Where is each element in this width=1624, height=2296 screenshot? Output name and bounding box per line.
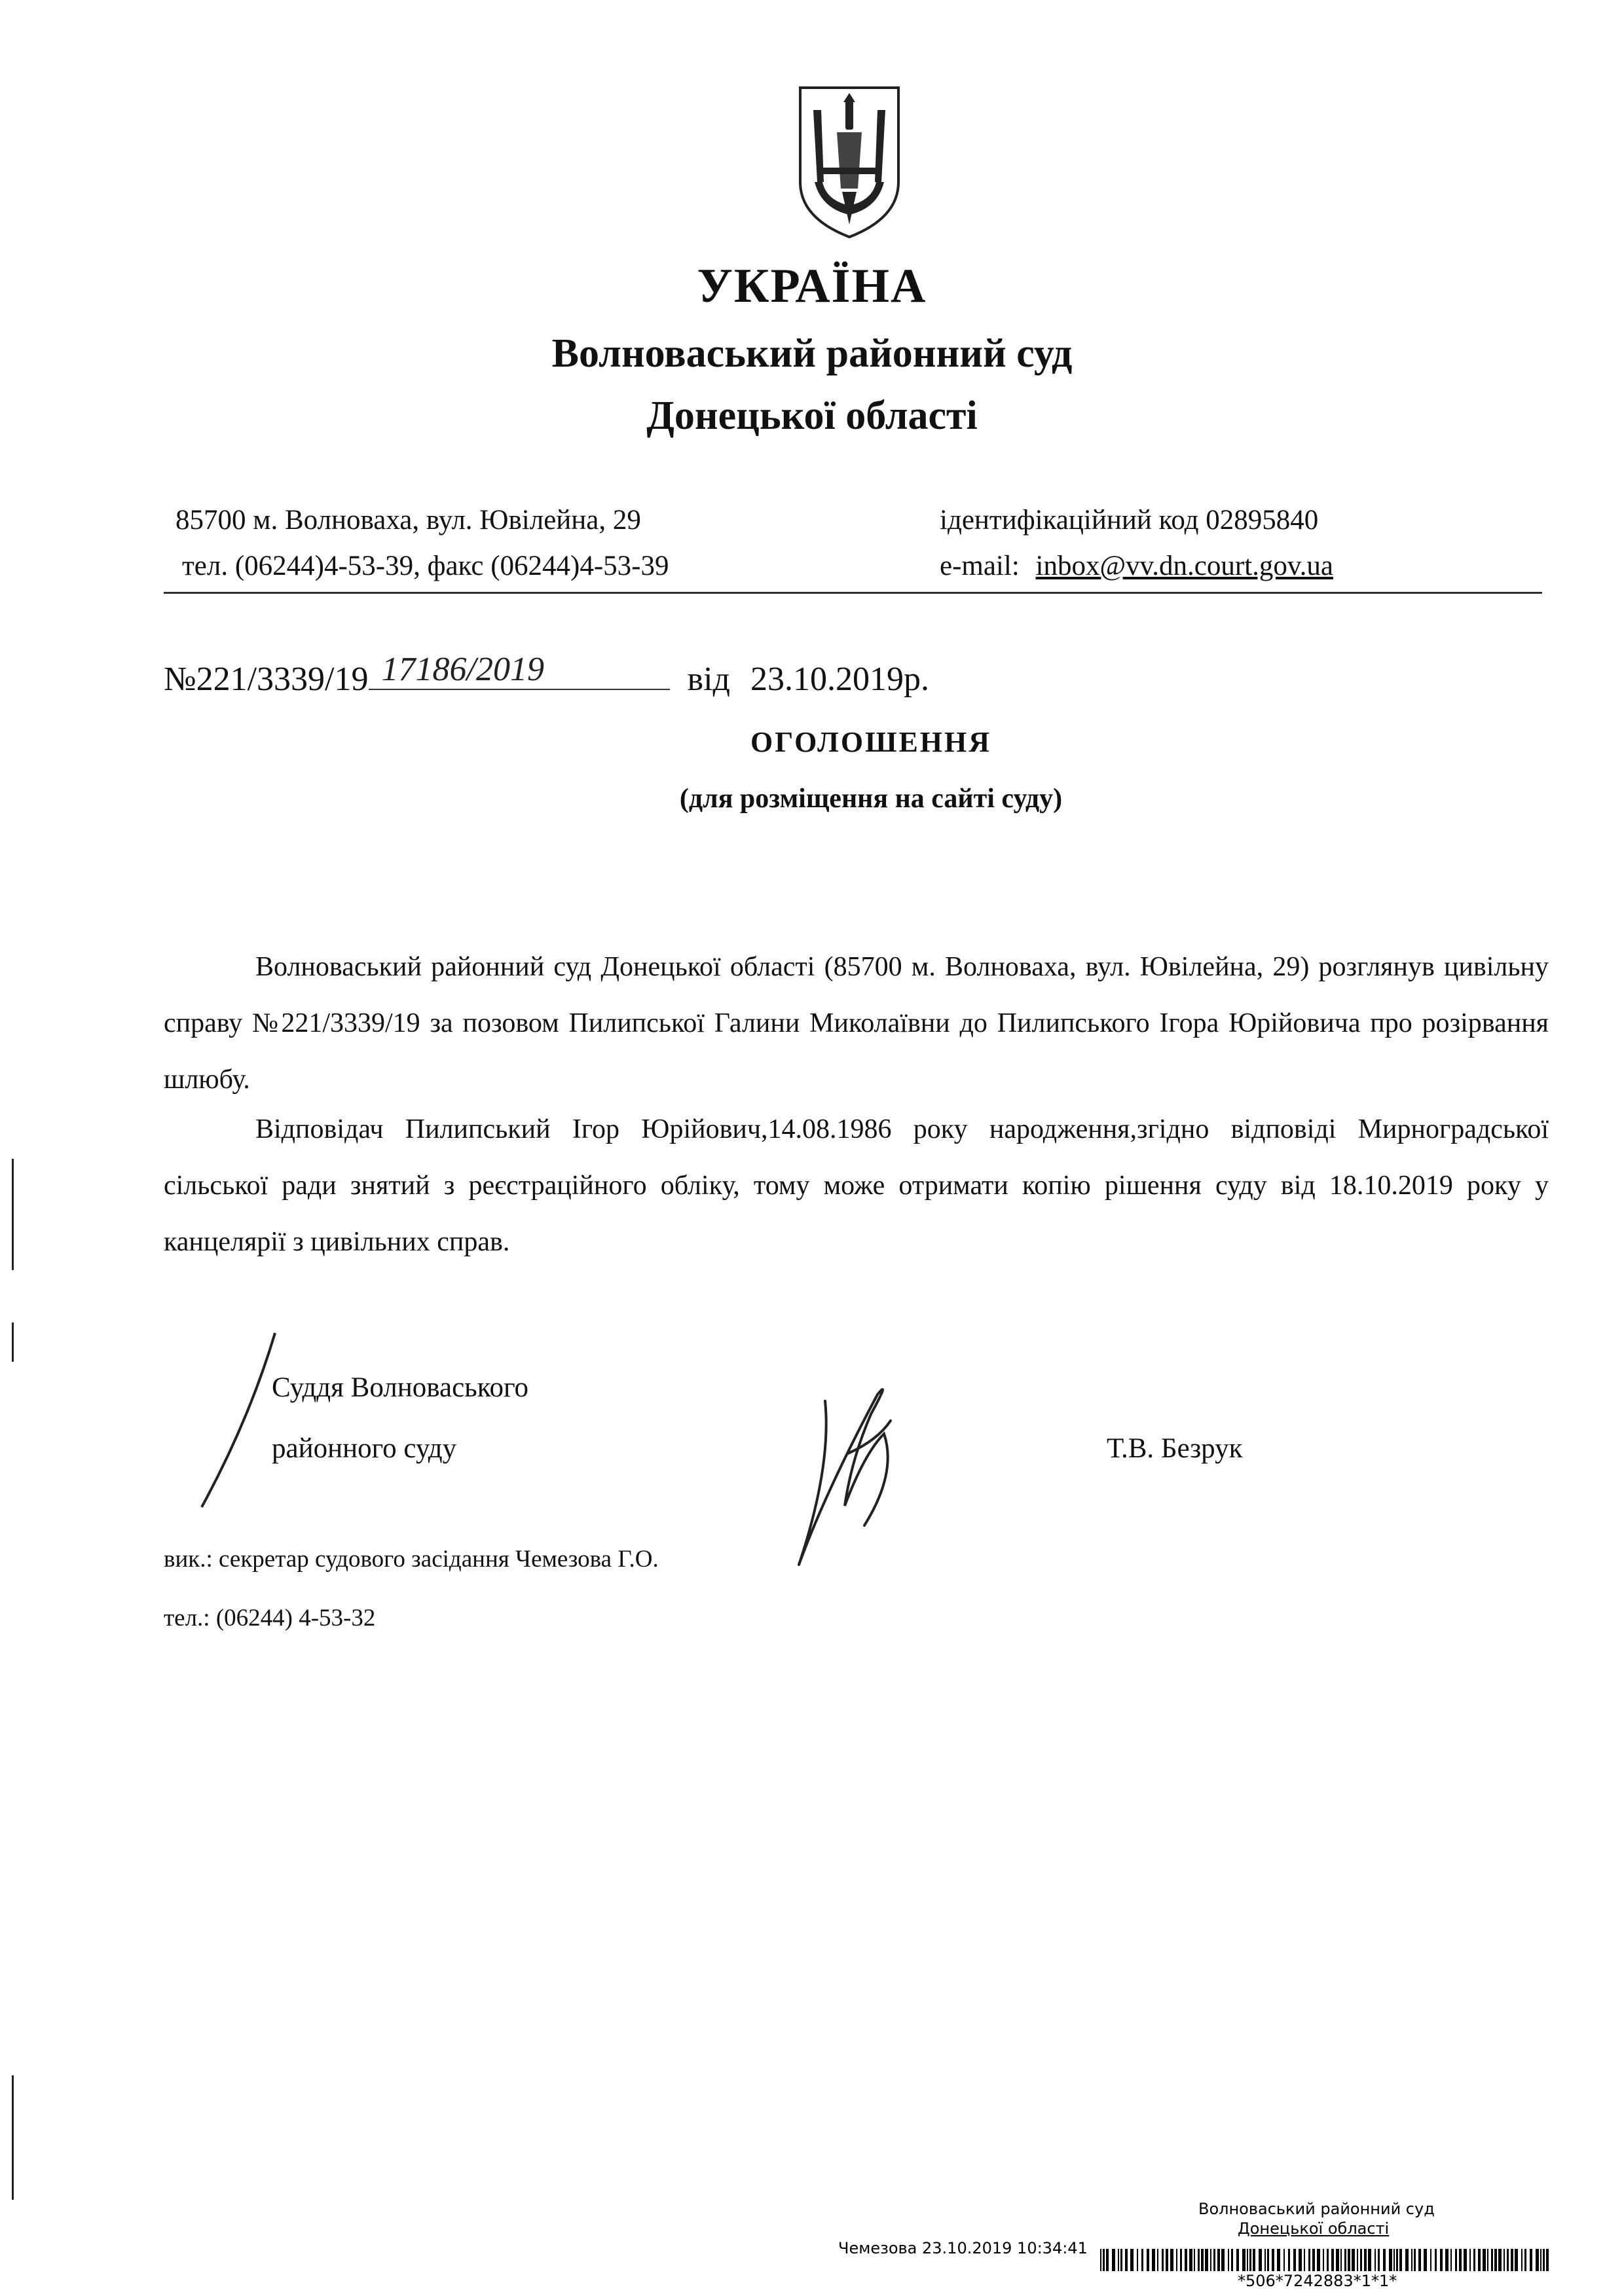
barcode-bar: [1348, 2249, 1350, 2271]
barcode-bar: [1455, 2249, 1457, 2271]
judge-position-line2: районного суду: [272, 1433, 457, 1464]
barcode-bar: [1228, 2249, 1229, 2271]
barcode-bar: [1393, 2249, 1395, 2271]
barcode-bar: [1112, 2249, 1115, 2271]
barcode-bar: [1147, 2249, 1149, 2271]
court-id-code: ідентифікаційний код 02895840: [940, 505, 1319, 536]
approval-mark-stroke: [196, 1329, 282, 1512]
barcode-bar: [1210, 2249, 1211, 2271]
barcode-bar: [1247, 2249, 1248, 2271]
barcode-bar: [1515, 2249, 1518, 2271]
barcode-bar: [1213, 2249, 1215, 2271]
barcode-bar: [1264, 2249, 1266, 2271]
stamp-barcode-text: *506*7242883*1*1*: [1238, 2272, 1397, 2290]
barcode-bar: [1180, 2249, 1182, 2271]
barcode-bar: [1375, 2249, 1376, 2271]
notice-title: ОГОЛОШЕННЯ: [750, 726, 992, 758]
barcode-bar: [1524, 2249, 1526, 2271]
barcode-bar: [1259, 2249, 1262, 2271]
reference-line: [164, 651, 929, 699]
barcode-bar: [1340, 2249, 1342, 2271]
barcode-bar: [1360, 2249, 1362, 2271]
scan-margin-mark: [12, 1159, 14, 1270]
letterhead-divider: [164, 592, 1542, 594]
email-label: e-mail:: [940, 551, 1020, 581]
scan-margin-mark: [12, 2075, 14, 2200]
barcode-bar: [1430, 2249, 1431, 2271]
barcode-bar: [1176, 2249, 1177, 2271]
barcode-bar: [1536, 2249, 1539, 2271]
barcode-bar: [1166, 2249, 1168, 2271]
barcode-bar: [1277, 2249, 1280, 2271]
coat-of-arms-icon: [795, 84, 904, 241]
barcode-bar: [1170, 2249, 1173, 2271]
barcode-bar: [1368, 2249, 1371, 2271]
barcode-bar: [1189, 2249, 1192, 2271]
court-name-line2: Донецької області: [646, 393, 978, 438]
barcode-bar: [1504, 2249, 1505, 2271]
judge-name: Т.В. Безрук: [1107, 1433, 1243, 1464]
court-email-row: [940, 550, 1333, 582]
barcode-bar: [1450, 2249, 1452, 2271]
barcode-bar: [1530, 2249, 1532, 2271]
judge-position-line1: Суддя Волноваського: [272, 1372, 529, 1403]
court-phone-fax: тел. (06244)4-53-39, факс (06244)4-53-39: [182, 551, 669, 581]
barcode-bar: [1478, 2249, 1481, 2271]
notice-subtitle: (для розміщення на сайті суду): [679, 784, 1063, 814]
barcode-bar: [1288, 2249, 1290, 2271]
barcode-bar: [1364, 2249, 1367, 2271]
body-paragraph-1: Волноваський районний суд Донецької області (85700 м. Волноваха, вул. Ювілейна, 29) розглянув цивільну справу №221/3339/19 за позовом Пилипської Галини Миколаївни до Пилипського Ігора Юрійовича про розірвання шлюбу.: [164, 952, 1549, 1095]
barcode-bar: [1445, 2249, 1449, 2271]
barcode-bar: [1198, 2249, 1200, 2271]
barcode-bar: [1106, 2249, 1109, 2271]
barcode-bar: [1236, 2249, 1239, 2271]
barcode-bar: [1125, 2249, 1128, 2271]
executor-line: вик.: секретар судового засідання Чемезова Г.О.: [164, 1546, 659, 1573]
barcode-bar: [1272, 2249, 1274, 2271]
barcode-bar: [1242, 2249, 1246, 2271]
stamp-court-line1: Волноваський районний суд: [1198, 2200, 1435, 2218]
stamp-court-line2: Донецької області: [1238, 2219, 1390, 2238]
barcode-bar: [1469, 2249, 1471, 2271]
barcode-bar: [1543, 2249, 1545, 2271]
barcode-bar: [1540, 2249, 1541, 2271]
barcode-bar: [1157, 2249, 1158, 2271]
barcode-bar: [1411, 2249, 1412, 2271]
barcode-bar: [1120, 2249, 1122, 2271]
barcode-bar: [1201, 2249, 1204, 2271]
barcode-bar: [1293, 2249, 1296, 2271]
handwritten-signature: [786, 1375, 936, 1571]
barcode: [1100, 2249, 1552, 2271]
barcode-bar: [1331, 2249, 1334, 2271]
barcode-bar: [1205, 2249, 1208, 2271]
barcode-bar: [1103, 2249, 1105, 2271]
barcode-bar: [1344, 2249, 1346, 2271]
email-link[interactable]: inbox@vv.dn.court.gov.ua: [1035, 551, 1333, 581]
handwritten-reg-number: [369, 651, 670, 690]
barcode-bar: [1483, 2249, 1486, 2271]
barcode-bar: [1521, 2249, 1522, 2271]
stamp-registration: Чемезова 23.10.2019 10:34:41: [838, 2239, 1088, 2257]
barcode-bar: [1312, 2249, 1315, 2271]
court-name-line1: Волноваський районний суд: [551, 331, 1073, 376]
barcode-bar: [1185, 2249, 1187, 2271]
barcode-bar: [1414, 2249, 1416, 2271]
barcode-bar: [1100, 2249, 1101, 2271]
barcode-bar: [1473, 2249, 1475, 2271]
barcode-bar: [1308, 2249, 1310, 2271]
scan-margin-mark: [12, 1322, 14, 1362]
barcode-bar: [1357, 2249, 1358, 2271]
barcode-bar: [1221, 2249, 1225, 2271]
barcode-bar: [1424, 2249, 1427, 2271]
barcode-bar: [1130, 2249, 1134, 2271]
barcode-bar: [1194, 2249, 1195, 2271]
barcode-bar: [1494, 2249, 1497, 2271]
court-address: 85700 м. Волноваха, вул. Ювілейна, 29: [175, 505, 641, 536]
barcode-bar: [1162, 2249, 1164, 2271]
barcode-bar: [1249, 2249, 1251, 2271]
barcode-bar: [1304, 2249, 1305, 2271]
date-prefix: від: [687, 661, 730, 698]
barcode-bar: [1267, 2249, 1269, 2271]
barcode-bar: [1231, 2249, 1233, 2271]
barcode-bar: [1253, 2249, 1255, 2271]
executor-phone: тел.: (06244) 4-53-32: [164, 1605, 376, 1631]
body-paragraph-2: Відповідач Пилипський Ігор Юрійович,14.08.1986 року народження,згідно відповіді Мирноградської сільської ради знятий з реєстраційного обліку, тому може отримати копію рішення суду від 18.10.2019 року у канцелярії з цивільних справ.: [164, 1114, 1549, 1257]
barcode-bar: [1323, 2249, 1324, 2271]
barcode-bar: [1152, 2249, 1155, 2271]
barcode-bar: [1435, 2249, 1437, 2271]
barcode-bar: [1378, 2249, 1380, 2271]
barcode-bar: [1440, 2249, 1443, 2271]
barcode-bar: [1283, 2249, 1285, 2271]
case-number: №221/3339/19: [164, 661, 369, 698]
barcode-bar: [1137, 2249, 1138, 2271]
barcode-bar: [1507, 2249, 1509, 2271]
barcode-bar: [1389, 2249, 1392, 2271]
barcode-bar: [1487, 2249, 1488, 2271]
barcode-bar: [1464, 2249, 1467, 2271]
barcode-bar: [1511, 2249, 1513, 2271]
handwritten-reg-number-text: 17186/2019: [381, 651, 544, 688]
barcode-bar: [1327, 2249, 1329, 2271]
country-heading: УКРАЇНА: [697, 259, 927, 313]
barcode-bar: [1141, 2249, 1143, 2271]
barcode-bar: [1491, 2249, 1493, 2271]
barcode-bar: [1399, 2249, 1402, 2271]
barcode-bar: [1383, 2249, 1386, 2271]
barcode-bar: [1299, 2249, 1302, 2271]
barcode-bar: [1459, 2249, 1462, 2271]
barcode-bar: [1352, 2249, 1355, 2271]
barcode-bar: [1118, 2249, 1119, 2271]
barcode-bar: [1405, 2249, 1409, 2271]
barcode-bar: [1396, 2249, 1398, 2271]
barcode-bar: [1317, 2249, 1320, 2271]
barcode-bar: [1498, 2249, 1502, 2271]
barcode-bar: [1418, 2249, 1421, 2271]
reference-date: 23.10.2019р.: [750, 661, 929, 698]
barcode-bar: [1546, 2249, 1549, 2271]
barcode-bar: [1336, 2249, 1339, 2271]
barcode-bar: [1217, 2249, 1220, 2271]
